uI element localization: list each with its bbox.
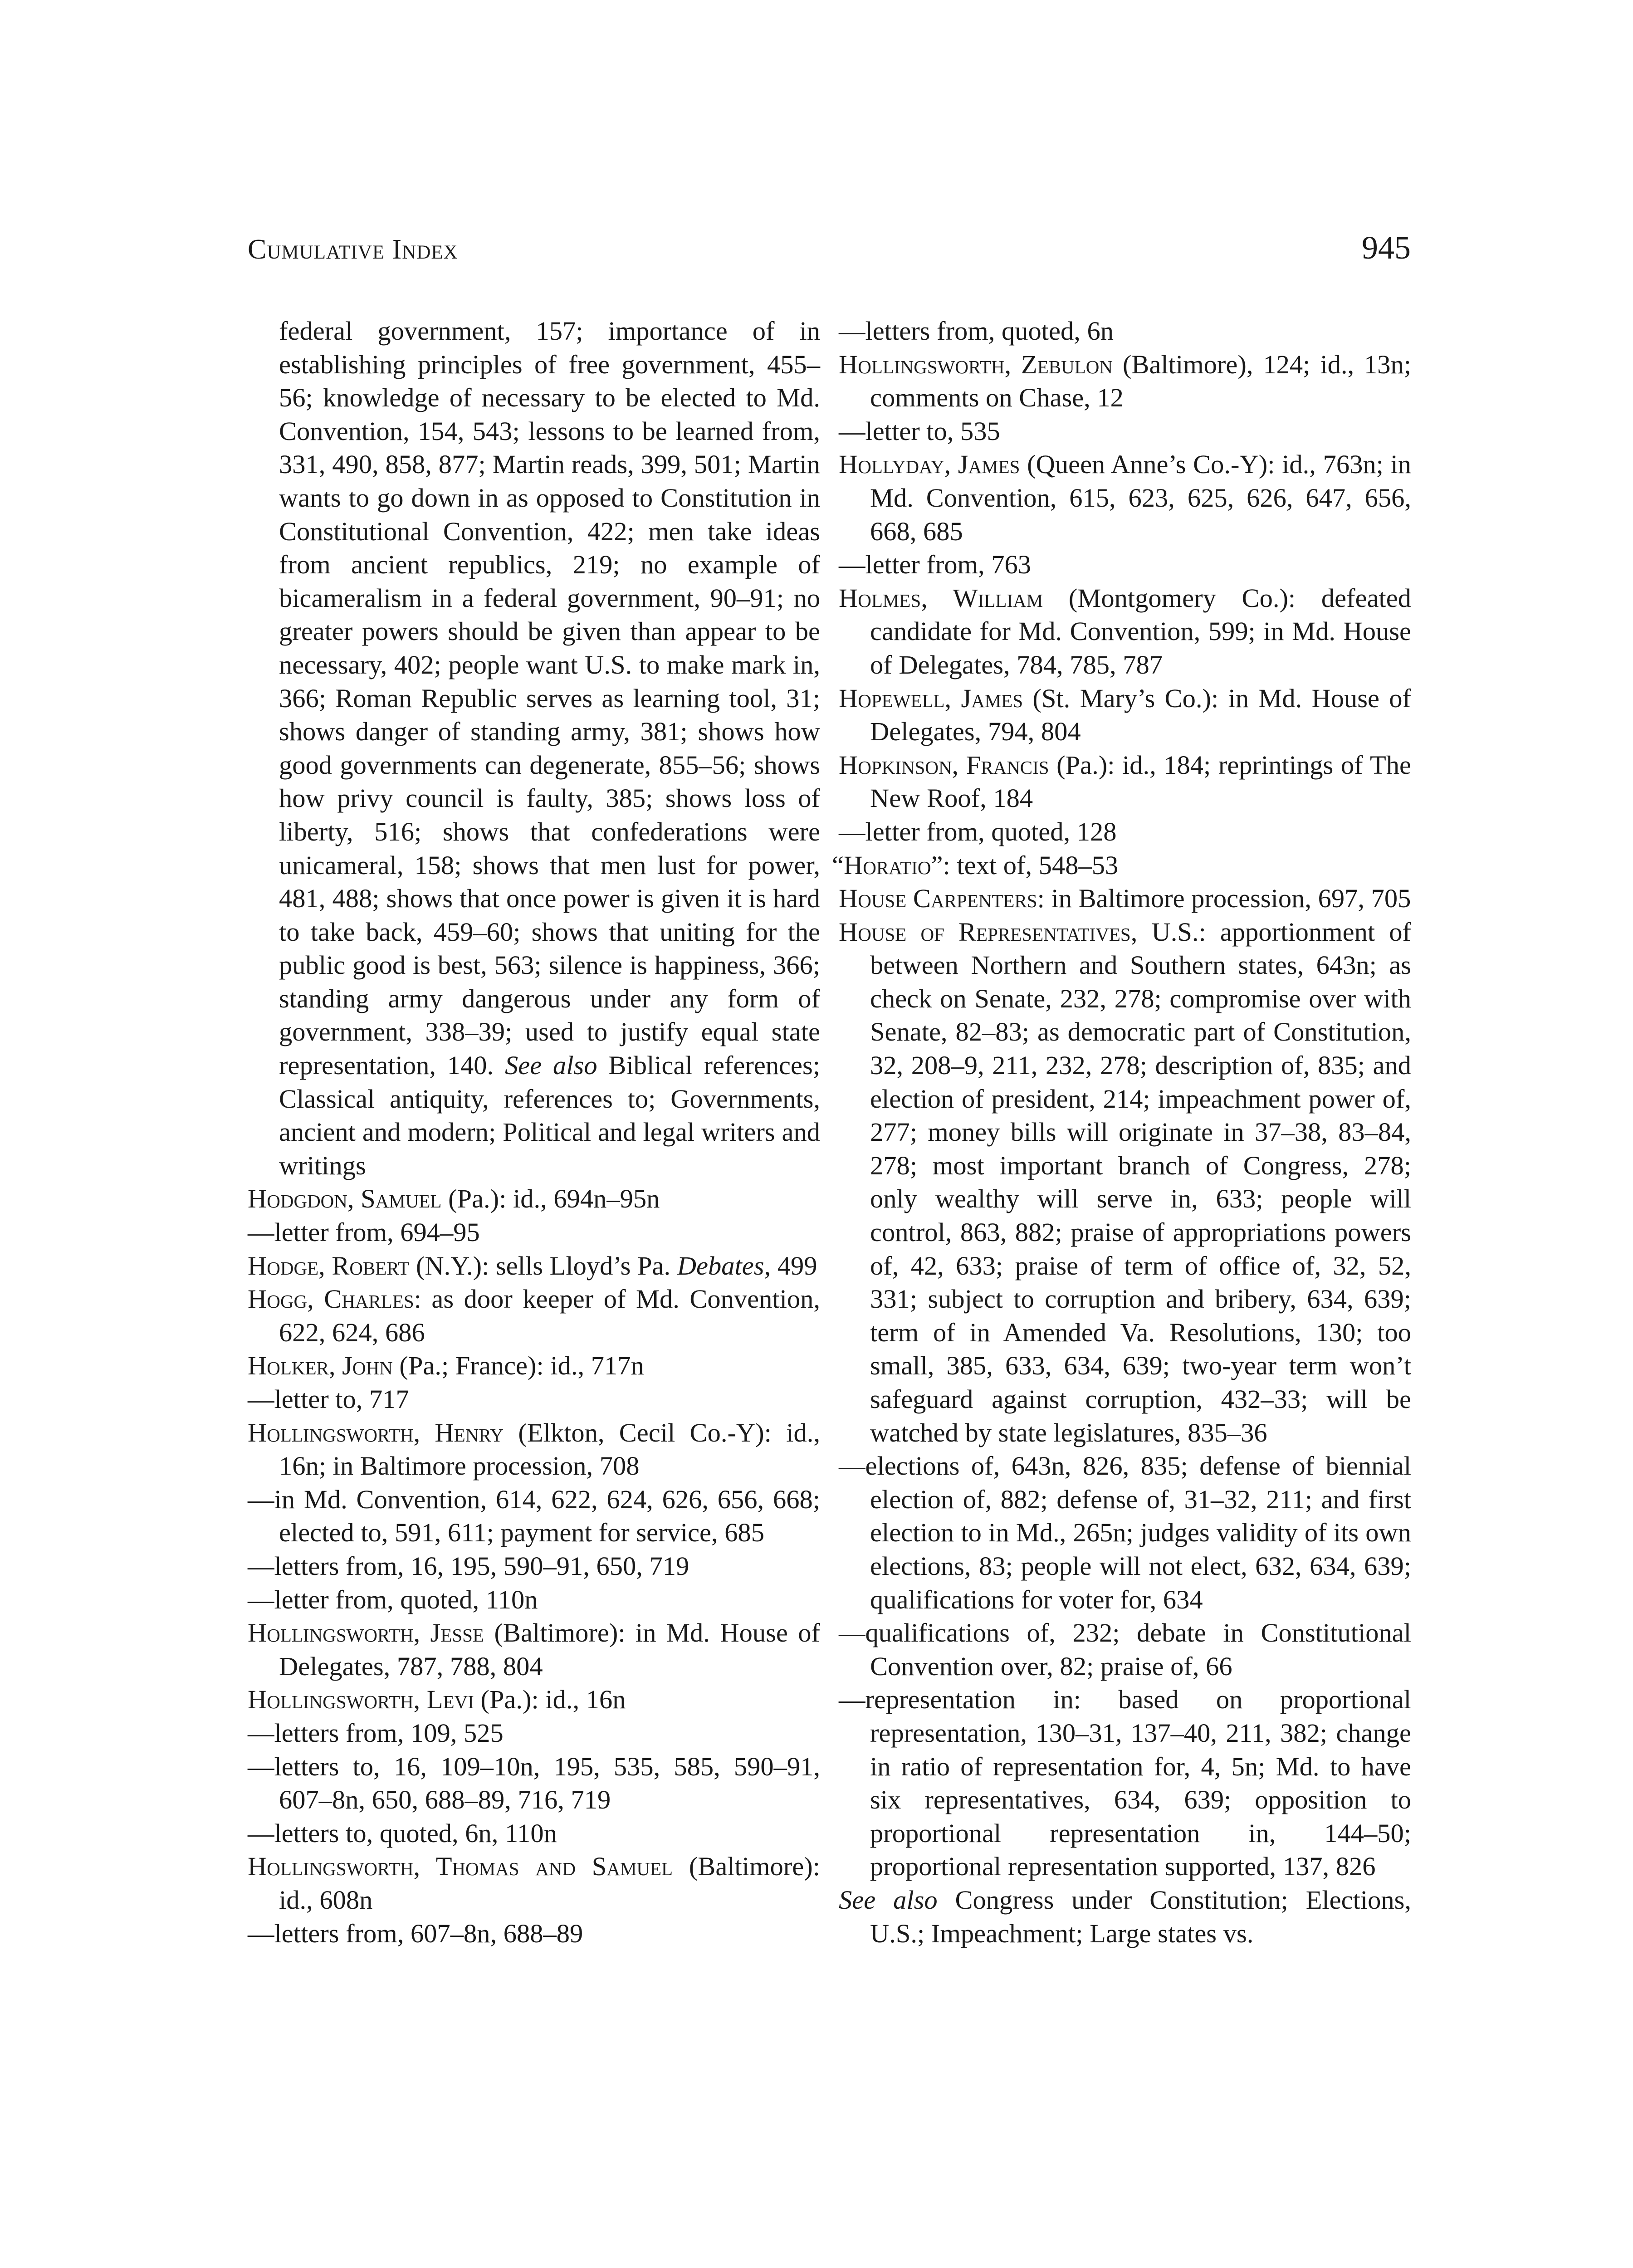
index-subentry: —letter from, 694–95 — [248, 1217, 480, 1247]
index-subentry: —letters from, quoted, 6n — [839, 316, 1114, 346]
entry-heading: Holmes, William — [839, 583, 1043, 613]
entry-heading: Hollingsworth, Zebulon — [839, 349, 1113, 379]
entry-body: (N.Y.): sells Lloyd’s Pa. — [409, 1251, 677, 1281]
entry-heading: “Horatio” — [832, 850, 943, 880]
entry-heading: Hollyday, James — [839, 450, 1020, 479]
entry-body: (Baltimore): id., 608n — [279, 1852, 820, 1915]
index-entry — [839, 915, 1411, 1450]
page-number: 945 — [1362, 230, 1411, 266]
index-subentry: —representation in: based on proportional representation, 130–31, 137–40, 211, 382; change in ratio of representation for, 4, 5n; Md. to have six representatives, 634, 639; opposition to proportional representation in, 144–50; proportional representation supported, 137, 826 — [839, 1685, 1411, 1882]
entry-heading: House of Representatives, U.S. — [839, 917, 1199, 947]
index-entry — [839, 748, 1411, 815]
index-subentry: —letter to, 717 — [248, 1384, 409, 1414]
index-subentry: —letters from, 109, 525 — [248, 1718, 504, 1748]
entry-body: (St. Mary’s Co.): in Md. House of Delegates, 794, 804 — [870, 683, 1411, 747]
entry-heading: Hogg, Charles — [248, 1284, 414, 1314]
index-subentry: —letters to, 16, 109–10n, 195, 535, 585, 590–91, 607–8n, 650, 688–89, 716, 719 — [248, 1751, 820, 1815]
running-head — [248, 229, 1411, 267]
see-also-label: See also — [839, 1885, 938, 1915]
see-also-entry — [839, 1883, 1411, 1950]
index-subentry: —letters from, 607–8n, 688–89 — [248, 1918, 583, 1948]
entry-body: (Baltimore): in Md. House of Delegates, 787, 788, 804 — [279, 1618, 821, 1681]
index-subentry: —letter to, 535 — [839, 416, 1000, 446]
entry-body: : in Baltimore procession, 697, 705 — [1037, 884, 1411, 914]
index-entry — [832, 849, 1411, 882]
index-subentry: —letters from, 16, 195, 590–91, 650, 719 — [248, 1551, 689, 1581]
entry-body: : as door keeper of Md. Convention, 622, 624, 686 — [279, 1284, 820, 1347]
index-subentry: —letter from, 763 — [839, 550, 1032, 580]
index-entry — [248, 1182, 820, 1216]
entry-heading: Hollingsworth, Henry — [248, 1418, 504, 1447]
entry-tail: 499 — [771, 1251, 817, 1281]
index-subentry: —in Md. Convention, 614, 622, 624, 626, 656, 668; elected to, 591, 611; payment for service, 685 — [248, 1484, 820, 1548]
index-subentry: —elections of, 643n, 826, 835; defense of biennial election of, 882; defense of, 31–32, 211; and first election to in Md., 265n; judges validity of its own elections, 83; people will not elect, 632, 634, 639; qualifications for voter for, 634 — [839, 1451, 1411, 1614]
index-entry — [248, 1416, 820, 1483]
entry-body: (Elkton, Cecil Co.-Y): id., 16n; in Baltimore procession, 708 — [279, 1418, 820, 1481]
entry-body: (Montgomery Co.): defeated candidate for Md. Convention, 599; in Md. House of Delegates, 784, 785, 787 — [870, 583, 1411, 679]
entry-heading: Hollingsworth, Thomas and Samuel — [248, 1852, 673, 1882]
index-entry — [839, 582, 1411, 682]
entry-body: (Pa.): id., 16n — [474, 1685, 626, 1715]
entry-body: (Queen Anne’s Co.-Y): id., 763n; in Md. Convention, 615, 623, 625, 626, 647, 656, 668, 685 — [870, 450, 1411, 546]
entry-heading: House Carpenters — [839, 884, 1037, 914]
right-column — [832, 314, 1412, 1950]
index-entry — [839, 682, 1411, 748]
continued-entry — [248, 314, 820, 1182]
see-also-refs: Biblical references; Classical antiquity, references to; Governments, ancient and modern; Political and legal writers and writings — [279, 1051, 821, 1180]
entry-body: (Baltimore), 124; id., 13n; comments on Chase, 12 — [870, 349, 1411, 413]
index-subentry: —qualifications of, 232; debate in Constitutional Convention over, 82; praise of, 66 — [839, 1618, 1411, 1681]
entry-body: : text of, 548–53 — [943, 850, 1119, 880]
entry-heading: Hodge, Robert — [248, 1251, 410, 1281]
entry-italic: Debates, — [677, 1251, 771, 1281]
index-subentry: —letter from, quoted, 110n — [248, 1584, 538, 1614]
index-subentry: —letter from, quoted, 128 — [839, 816, 1117, 846]
index-entry — [839, 348, 1411, 415]
entry-body: (Pa.): id., 694n–95n — [441, 1184, 660, 1214]
index-entry — [248, 1616, 820, 1683]
running-head-title: Cumulative Index — [248, 234, 458, 265]
entry-heading: Hopkinson, Francis — [839, 750, 1049, 780]
entry-heading: Holker, John — [248, 1351, 393, 1381]
entry-body: (Pa.): id., 184; reprintings of The New Roof, 184 — [870, 750, 1411, 813]
index-entry — [248, 1850, 820, 1916]
entry-heading: Hodgdon, Samuel — [248, 1184, 442, 1214]
see-also-refs: Congress under Constitution; Elections, U.S.; Impeachment; Large states vs. — [870, 1885, 1412, 1948]
index-entry — [839, 448, 1411, 548]
index-subentry: —letters to, quoted, 6n, 110n — [248, 1818, 557, 1848]
entry-heading: Hollingsworth, Jesse — [248, 1618, 484, 1648]
see-also-label: See also — [505, 1051, 597, 1080]
index-entry — [839, 882, 1411, 915]
index-entry — [248, 1282, 820, 1349]
entry-heading: Hopewell, James — [839, 683, 1023, 713]
index-entry — [248, 1683, 820, 1716]
continued-text: federal government, 157; importance of in establishing principles of free government, 455–56; knowledge of necessary to be elected to Md. Convention, 154, 543; lessons to be learned from, 331, 490, 858, 877; Martin reads, 399, 501; Martin wants to go down in as opposed to Constitution in Constitutional Convention, 422; men take ideas from ancient republics, 219; no example of bicameralism in a federal government, 90–91; no greater powers should be given than appear to be necessary, 402; people want U.S. to make mark in, 366; Roman Republic serves as learning tool, 31; shows danger of standing army, 381; shows how good governments can degenerate, 855–56; shows how privy council is faulty, 385; shows loss of liberty, 516; shows that confederations were unicameral, 158; shows that men lust for power, 481, 488; shows that once power is given it is hard to take back, 459–60; shows that uniting for the public good is best, 563; silence is happiness, 366; standing army dangerous under any form of government, 338–39; used to justify equal state representation, 140. — [279, 316, 820, 1080]
entry-body: (Pa.; France): id., 717n — [392, 1351, 644, 1381]
left-column — [248, 314, 820, 1950]
entry-body: : apportionment of between Northern and Southern states, 643n; as check on Senate, 232, 278; compromise over with Senate, 82–83; as democratic part of Constitution, 32, 208–9, 211, 232, 278; description of, 835; and election of president, 214; impeachment power of, 277; money bills will originate in 37–38, 83–84, 278; most important branch of Congress, 278; only wealthy will serve in, 633; people will control, 863, 882; praise of appropriations powers of, 42, 633; praise of term of office of, 32, 52, 331; subject to corruption and bribery, 634, 639; term of in Amended Va. Resolutions, 130; too small, 385, 633, 634, 639; two-year term won’t safeguard against corruption, 432–33; will be watched by state legislatures, 835–36 — [870, 917, 1411, 1447]
index-entry — [248, 1349, 820, 1383]
index-entry — [248, 1249, 820, 1283]
entry-heading: Hollingsworth, Levi — [248, 1685, 474, 1715]
